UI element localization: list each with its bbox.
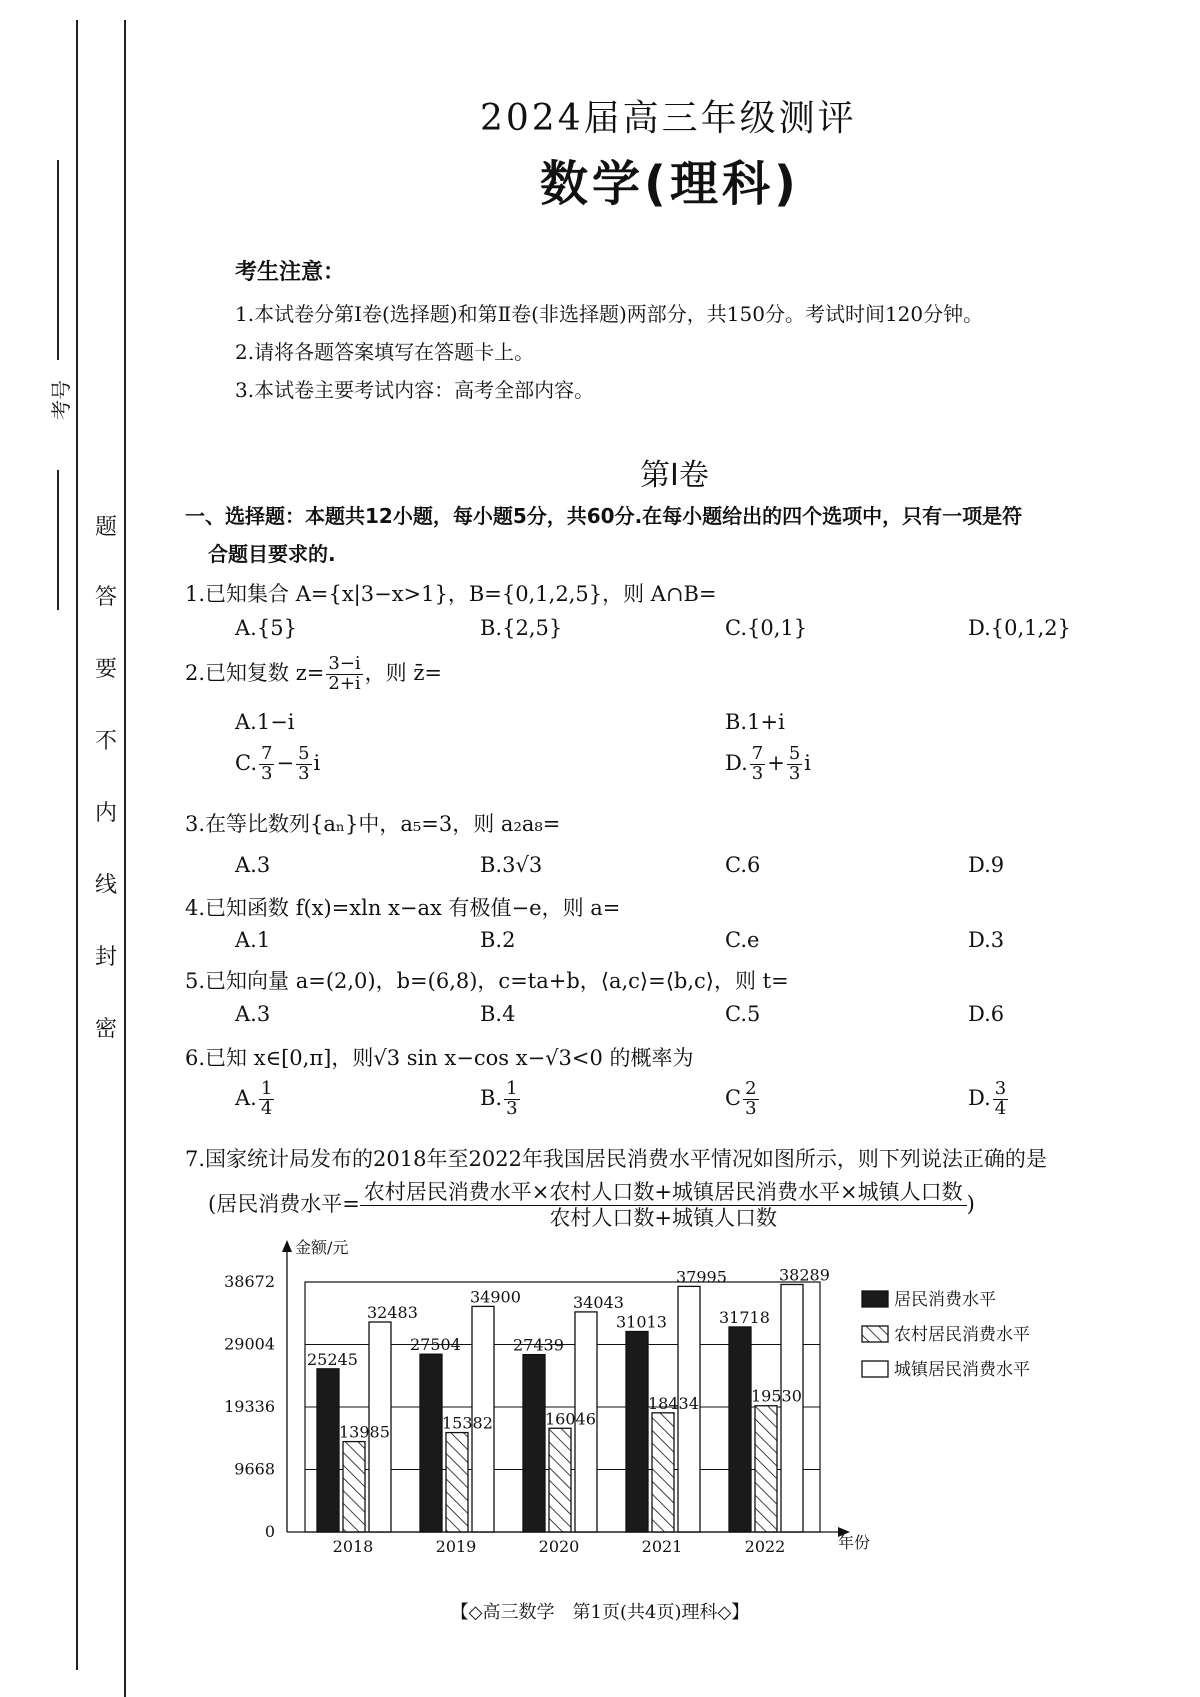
question-2-stem-post: ，则 z̄= [364,660,443,685]
x-tick-label: 2018 [332,1537,374,1556]
data-label: 34900 [470,1287,521,1307]
bar [781,1284,803,1532]
formula-denominator: 农村人口数+城镇人口数 [549,1206,777,1231]
question-2-option-c [235,745,320,784]
question-1-stem: 1.已知集合 A={x|3−x>1}，B={0,1,2,5}，则 A∩B= [185,582,717,606]
denominator: 4 [994,1097,1007,1119]
numerator: 7 [751,743,764,764]
seal-char: 封 [95,945,118,970]
legend-swatch [862,1291,888,1307]
y-axis-arrow [282,1240,292,1252]
numerator: 5 [788,743,801,764]
exam-subtitle: 数学(理科) [540,156,800,212]
option-letter: B. [480,1085,503,1110]
notice-item: 1.本试卷分第Ⅰ卷(选择题)和第Ⅱ卷(非选择题)两部分，共150分。考试时间120分钟。 [235,302,984,326]
question-2-numerator: 3−i [328,653,361,674]
legend-label: 居民消费水平 [894,1290,996,1310]
data-label: 25245 [307,1349,358,1369]
data-label: 15382 [442,1413,493,1433]
question-2-option-a: A.1−i [235,710,295,734]
numerator: 1 [260,1078,273,1099]
question-5-option-b: B.4 [480,1002,516,1026]
x-tick-label: 2022 [744,1537,786,1556]
denominator: 3 [745,1097,757,1119]
bar [446,1433,468,1532]
operator: − [276,750,295,775]
imag-unit: i [313,750,321,775]
seal-char: 内 [95,801,118,826]
question-3-option-b: B.3√3 [480,853,543,877]
option-letter: C. [235,750,257,775]
denominator: 3 [261,762,273,784]
formula-fraction [360,1180,967,1231]
x-tick-label: 2021 [641,1537,683,1556]
seal-char: 密 [95,1017,118,1042]
data-label: 19530 [751,1386,802,1406]
bar [652,1413,674,1532]
y-tick-label: 0 [264,1522,275,1541]
y-axis-label: 金额/元 [295,1238,349,1257]
data-label: 34043 [573,1292,624,1312]
fraction [787,745,802,784]
question-2-denominator: 2+i [328,672,361,694]
formula-numerator: 农村居民消费水平×农村人口数+城镇居民消费水平×城镇人口数 [360,1180,967,1206]
consumption-bar-chart [224,1238,1150,1568]
x-axis-label: 年份 [838,1533,871,1552]
legend-swatch [862,1326,888,1342]
fraction [750,745,765,784]
question-3-option-d: D.9 [968,853,1005,877]
question-1-option-c: C.{0,1} [725,616,808,640]
chart-legend [862,1290,1030,1380]
fraction [504,1080,519,1119]
exam-title: 2024届高三年级测评 [480,98,857,139]
formula-pre: (居民消费水平= [208,1192,360,1217]
question-6-stem: 6.已知 x∈[0,π]，则√3 sin x−cos x−√3<0 的概率为 [185,1046,694,1070]
seal-char: 线 [95,873,118,898]
x-tick-label: 2019 [435,1537,477,1556]
y-tick-label: 38672 [224,1272,275,1291]
question-3-stem: 3.在等比数列{aₙ}中，a₅=3，则 a₂a₈= [185,812,561,836]
data-label: 27439 [513,1335,564,1355]
question-5-option-a: A.3 [235,1002,271,1026]
seal-char: 题 [95,515,118,540]
fraction [259,1080,274,1119]
notice-item: 3.本试卷主要考试内容：高考全部内容。 [235,378,595,402]
bar [343,1442,365,1532]
section-instructions: 一、选择题：本题共12小题，每小题5分，共60分.在每小题给出的四个选项中，只有一项是符 [185,504,1023,528]
margin-line-right [124,20,126,1697]
question-4-option-c: C.e [725,928,760,952]
page-footer: 【◇高三数学 第1页(共4页)理科◇】 [450,1602,750,1623]
name-underline [57,470,59,610]
fraction [296,745,311,784]
numerator: 2 [745,1078,757,1099]
data-label: 31718 [719,1307,770,1327]
data-label: 31013 [616,1312,667,1332]
bar [755,1406,777,1532]
data-label: 16046 [545,1409,596,1429]
option-letter: D. [968,1085,991,1110]
denominator: 3 [788,762,801,784]
x-tick-label: 2020 [538,1537,580,1556]
question-1-option-d: D.{0,1,2} [968,616,1071,640]
bar [523,1355,545,1532]
question-3-option-c: C.6 [725,853,761,877]
data-label: 18434 [648,1393,699,1413]
numerator: 3 [994,1078,1007,1099]
question-4-option-a: A.1 [235,928,271,952]
question-1-option-b: B.{2,5} [480,616,563,640]
legend-swatch [862,1361,888,1377]
fraction [259,745,274,784]
numerator: 1 [506,1078,518,1099]
data-label: 27504 [410,1335,461,1355]
volume-heading: 第Ⅰ卷 [640,458,709,493]
margin-line-left [76,20,78,1670]
question-6-option-b [480,1080,522,1119]
data-label: 37995 [676,1267,727,1287]
legend-label: 城镇居民消费水平 [894,1360,1030,1380]
numerator: 5 [298,743,310,764]
data-label: 13985 [339,1422,390,1442]
question-6-option-a [235,1080,276,1119]
y-tick-label: 19336 [224,1397,275,1416]
question-4-option-b: B.2 [480,928,516,952]
consumption-formula [208,1180,975,1231]
notice-heading: 考生注意： [235,260,346,285]
fraction [743,1080,758,1119]
question-4-option-d: D.3 [968,928,1005,952]
data-label: 32483 [367,1303,418,1323]
question-4-stem: 4.已知函数 f(x)=xln x−ax 有极值−e，则 a= [185,896,621,920]
data-label: 38289 [779,1265,830,1285]
denominator: 3 [298,762,310,784]
question-1-option-a: A.{5} [235,616,297,640]
seal-char: 要 [95,657,118,682]
question-6-option-d [968,1080,1010,1119]
question-2-option-b: B.1+i [725,710,785,734]
seal-char: 答 [95,585,118,610]
bar [729,1327,751,1532]
operator: + [767,750,785,775]
denominator: 4 [260,1097,273,1119]
option-letter: A. [235,1085,257,1110]
question-3-option-a: A.3 [235,853,271,877]
bar [317,1369,339,1532]
question-2-option-d [725,745,811,784]
fraction [993,1080,1008,1119]
imag-unit: i [804,750,811,775]
section-instructions-cont: 合题目要求的. [208,542,336,566]
denominator: 3 [506,1097,518,1119]
question-2-fraction [326,655,362,694]
option-letter: C [725,1085,742,1110]
formula-post: ) [966,1192,975,1217]
y-tick-label: 9668 [234,1459,275,1479]
bar [420,1354,442,1532]
denominator: 3 [751,762,764,784]
bar [626,1332,648,1532]
notice-item: 2.请将各题答案填写在答题卡上。 [235,340,535,364]
option-letter: D. [725,750,748,775]
question-5-stem: 5.已知向量 a=(2,0)，b=(6,8)，c=ta+b，⟨a,c⟩=⟨b,c⟩，则 t= [185,969,789,993]
question-2-stem [185,655,442,694]
legend-label: 农村居民消费水平 [894,1325,1030,1345]
question-2-stem-pre: 2.已知复数 z= [185,660,325,685]
seal-char: 不 [95,729,118,754]
exam-no-label: 考号 [49,380,73,420]
exam-no-underline [57,160,59,360]
y-tick-label: 29004 [224,1334,275,1354]
question-5-option-d: D.6 [968,1002,1005,1026]
question-6-option-c [725,1080,761,1119]
question-5-option-c: C.5 [725,1002,761,1026]
numerator: 7 [261,743,273,764]
question-7-stem: 7.国家统计局发布的2018年至2022年我国居民消费水平情况如图所示，则下列说法正确的是 [185,1147,1047,1171]
bar [549,1428,571,1532]
